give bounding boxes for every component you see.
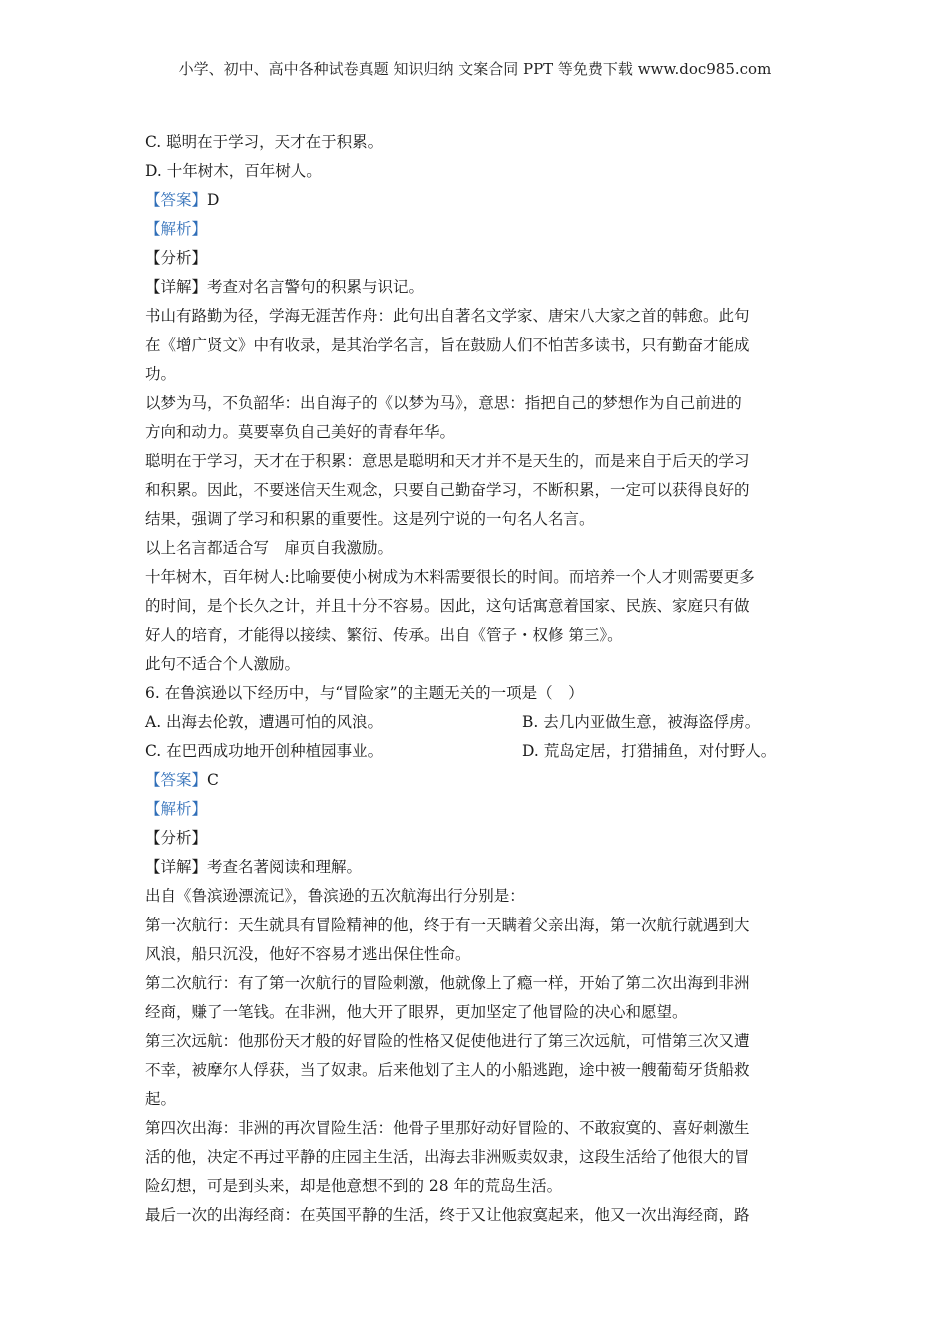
text-line xyxy=(145,1172,807,1201)
text-line xyxy=(145,1085,807,1114)
text-block-top xyxy=(145,128,807,708)
section-tag: 【答案】 xyxy=(145,191,208,209)
line-text: C. 聪明在于学习，天才在于积累。 xyxy=(145,133,384,151)
line-text: 活的他，决定不再过平静的庄园主生活，出海去非洲贩卖奴隶，这段生活给了他很大的冒 xyxy=(145,1148,750,1166)
text-line xyxy=(145,824,807,853)
text-line xyxy=(145,1143,807,1172)
text-line xyxy=(145,505,807,534)
text-line xyxy=(145,244,807,273)
text-line xyxy=(145,1114,807,1143)
options-row-2 xyxy=(145,737,807,766)
line-text: 【详解】考查名著阅读和理解。 xyxy=(145,858,363,876)
text-line xyxy=(145,592,807,621)
option-b: B. 去几内亚做生意，被海盗俘虏。 xyxy=(522,713,761,731)
line-text: 【分析】 xyxy=(145,249,208,267)
text-line xyxy=(145,476,807,505)
text-line xyxy=(145,650,807,679)
text-line xyxy=(145,969,807,998)
options-row-1 xyxy=(145,708,807,737)
text-line xyxy=(145,302,807,331)
line-text: 结果，强调了学习和积累的重要性。这是列宁说的一句名人名言。 xyxy=(145,510,595,528)
text-line xyxy=(145,128,807,157)
text-line xyxy=(145,389,807,418)
text-line xyxy=(145,447,807,476)
text-line xyxy=(145,911,807,940)
option-d: D. 荒岛定居，打猎捕鱼，对付野人。 xyxy=(522,742,777,760)
text-line xyxy=(145,882,807,911)
text-line xyxy=(145,273,807,302)
text-line xyxy=(145,1027,807,1056)
line-text: 在《增广贤文》中有收录，是其治学名言，旨在鼓励人们不怕苦多读书，只有勤奋才能成 xyxy=(145,336,750,354)
line-text: 十年树木，百年树人:比喻要使小树成为木料需要很长的时间。而培养一个人才则需要更多 xyxy=(145,568,755,586)
text-line xyxy=(145,766,807,795)
line-text: 此句不适合个人激励。 xyxy=(145,655,301,673)
line-text: 第一次航行：天生就具有冒险精神的他，终于有一天瞒着父亲出海，第一次航行就遇到大 xyxy=(145,916,750,934)
line-text: 第四次出海：非洲的再次冒险生活：他骨子里那好动好冒险的、不敢寂寞的、喜好刺激生 xyxy=(145,1119,750,1137)
text-line xyxy=(145,795,807,824)
line-text: 起。 xyxy=(145,1090,177,1108)
line-text: 方向和动力。莫要辜负自己美好的青春年华。 xyxy=(145,423,456,441)
line-text: C xyxy=(207,771,219,789)
text-block-bottom xyxy=(145,766,807,1230)
text-line xyxy=(145,331,807,360)
section-tag: 【答案】 xyxy=(145,771,208,789)
line-text: 书山有路勤为径，学海无涯苦作舟：此句出自著名文学家、唐宋八大家之首的韩愈。此句 xyxy=(145,307,750,325)
text-line xyxy=(145,215,807,244)
line-text: 聪明在于学习，天才在于积累：意思是聪明和天才并不是天生的，而是来自于后天的学习 xyxy=(145,452,750,470)
line-text: 经商，赚了一笔钱。在非洲，他大开了眼界，更加坚定了他冒险的决心和愿望。 xyxy=(145,1003,688,1021)
text-line xyxy=(145,360,807,389)
text-line xyxy=(145,186,807,215)
page-header: 小学、初中、高中各种试卷真题 知识归纳 文案合同 PPT 等免费下载 www.doc985.com xyxy=(178,60,772,78)
option-c: C. 在巴西成功地开创种植园事业。 xyxy=(145,742,384,760)
line-text: 好人的培育，才能得以接续、繁衍、传承。出自《管子・权修 第三》。 xyxy=(145,626,623,644)
text-line xyxy=(145,998,807,1027)
text-line xyxy=(145,534,807,563)
text-line xyxy=(145,157,807,186)
line-text: 功。 xyxy=(145,365,177,383)
line-text: 【分析】 xyxy=(145,829,208,847)
section-tag: 【解析】 xyxy=(145,800,208,818)
section-tag: 【解析】 xyxy=(145,220,208,238)
line-text: 的时间，是个长久之计，并且十分不容易。因此，这句话寓意着国家、民族、家庭只有做 xyxy=(145,597,750,615)
line-text: D. 十年树木，百年树人。 xyxy=(145,162,322,180)
line-text: 险幻想，可是到头来，却是他意想不到的 28 年的荒岛生活。 xyxy=(145,1177,563,1195)
line-text: 第二次航行：有了第一次航行的冒险刺激，他就像上了瘾一样，开始了第二次出海到非洲 xyxy=(145,974,750,992)
document-body xyxy=(145,128,807,1230)
line-text: D xyxy=(207,191,220,209)
text-line xyxy=(145,1201,807,1230)
line-text: 6. 在鲁滨逊以下经历中，与“冒险家”的主题无关的一项是（ ） xyxy=(145,684,584,702)
text-line xyxy=(145,853,807,882)
text-line xyxy=(145,418,807,447)
option-a: A. 出海去伦敦，遭遇可怕的风浪。 xyxy=(145,713,384,731)
line-text: 不幸，被摩尔人俘获，当了奴隶。后来他划了主人的小船逃跑，途中被一艘葡萄牙货船救 xyxy=(145,1061,750,1079)
text-line xyxy=(145,1056,807,1085)
line-text: 以上名言都适合写 扉页自我激励。 xyxy=(145,539,394,557)
text-line xyxy=(145,563,807,592)
text-line xyxy=(145,940,807,969)
line-text: 最后一次的出海经商：在英国平静的生活，终于又让他寂寞起来，他又一次出海经商，路 xyxy=(145,1206,750,1224)
line-text: 第三次远航：他那份天才般的好冒险的性格又促使他进行了第三次远航，可惜第三次又遭 xyxy=(145,1032,750,1050)
line-text: 以梦为马，不负韶华：出自海子的《以梦为马》，意思：指把自己的梦想作为自己前进的 xyxy=(145,394,742,412)
line-text: 【详解】考查对名言警句的积累与识记。 xyxy=(145,278,425,296)
text-line xyxy=(145,679,807,708)
line-text: 风浪，船只沉没，他好不容易才逃出保住性命。 xyxy=(145,945,471,963)
line-text: 和积累。因此，不要迷信天生观念，只要自己勤奋学习，不断积累，一定可以获得良好的 xyxy=(145,481,750,499)
line-text: 出自《鲁滨逊漂流记》，鲁滨逊的五次航海出行分别是： xyxy=(145,887,525,905)
text-line xyxy=(145,621,807,650)
